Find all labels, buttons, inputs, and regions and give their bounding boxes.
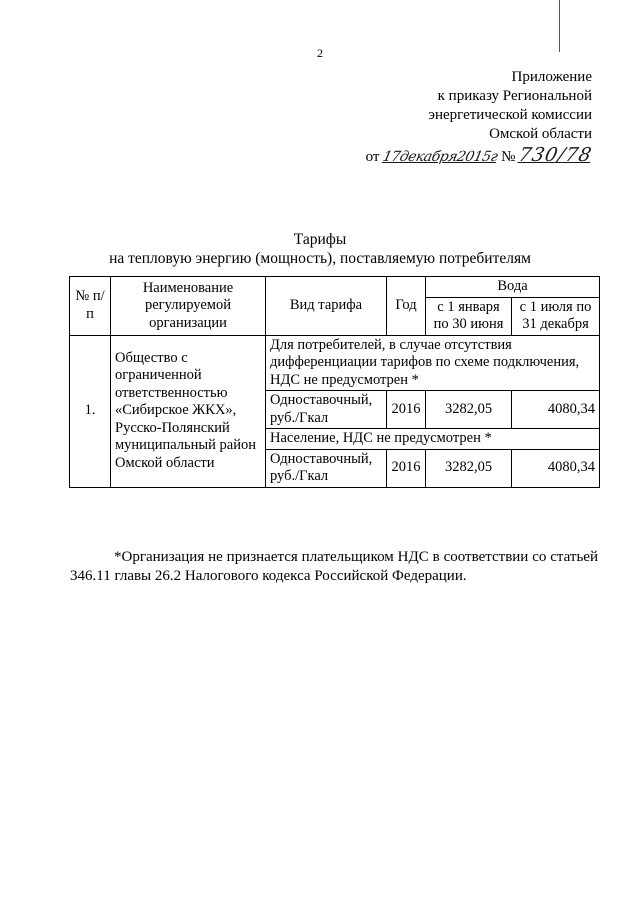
header-tariff-type: Вид тарифа xyxy=(266,277,387,336)
cell-year: 2016 xyxy=(387,391,426,429)
order-number-label: № xyxy=(501,149,516,165)
appendix-block xyxy=(429,68,592,144)
cell-tariff-type: Одноставочный, руб./Гкал xyxy=(266,449,387,487)
cell-value-period-1: 3282,05 xyxy=(426,449,512,487)
page-number: 2 xyxy=(317,46,323,60)
cell-value-period-2: 4080,34 xyxy=(512,391,600,429)
order-date-handwritten: 17декабря2015г xyxy=(381,149,500,165)
order-prefix: от xyxy=(365,149,380,165)
header-year: Год xyxy=(387,277,426,336)
order-number-handwritten: 730/78 xyxy=(516,144,595,166)
tariff-table xyxy=(69,276,600,488)
cell-value-period-2: 4080,34 xyxy=(512,449,600,487)
appendix-line: Приложение xyxy=(511,69,592,85)
title-line-2: на тепловую энергию (мощность), поставляемую потребителям xyxy=(109,250,531,267)
edge-mark xyxy=(559,0,560,52)
footnote: *Организация не признается плательщиком НДС в соответствии со статьей 346.11 главы 26.2 Налогового кодекса Российской Федерации. xyxy=(70,549,598,584)
cell-tariff-type: Одноставочный, руб./Гкал xyxy=(266,391,387,429)
appendix-line: к приказу Региональной xyxy=(437,88,592,104)
appendix-line: Омской области xyxy=(489,126,592,142)
order-reference xyxy=(365,144,595,166)
cell-value-period-1: 3282,05 xyxy=(426,391,512,429)
header-period-2: с 1 июля по 31 декабря xyxy=(512,297,600,335)
cell-year: 2016 xyxy=(387,449,426,487)
table-row xyxy=(70,335,600,391)
appendix-line: энергетической комиссии xyxy=(428,107,592,123)
header-water: Вода xyxy=(426,277,600,298)
document-title xyxy=(0,230,640,268)
header-period-1: с 1 января по 30 июня xyxy=(426,297,512,335)
table-header-row xyxy=(70,277,600,298)
header-organization: Наименование регулируемой организации xyxy=(111,277,266,336)
cell-row-number: 1. xyxy=(70,335,111,487)
title-line-1: Тарифы xyxy=(293,231,347,248)
cell-organization: Общество с ограниченной ответственностью «Сибирское ЖКХ», Русско-Полянский муниципальный район Омской области xyxy=(111,335,266,487)
section-heading: Для потребителей, в случае отсутствия дифференциации тарифов по схеме подключения, НДС не предусмотрен * xyxy=(266,335,600,391)
header-num: № п/п xyxy=(70,277,111,336)
section-heading: Население, НДС не предусмотрен * xyxy=(266,429,600,450)
